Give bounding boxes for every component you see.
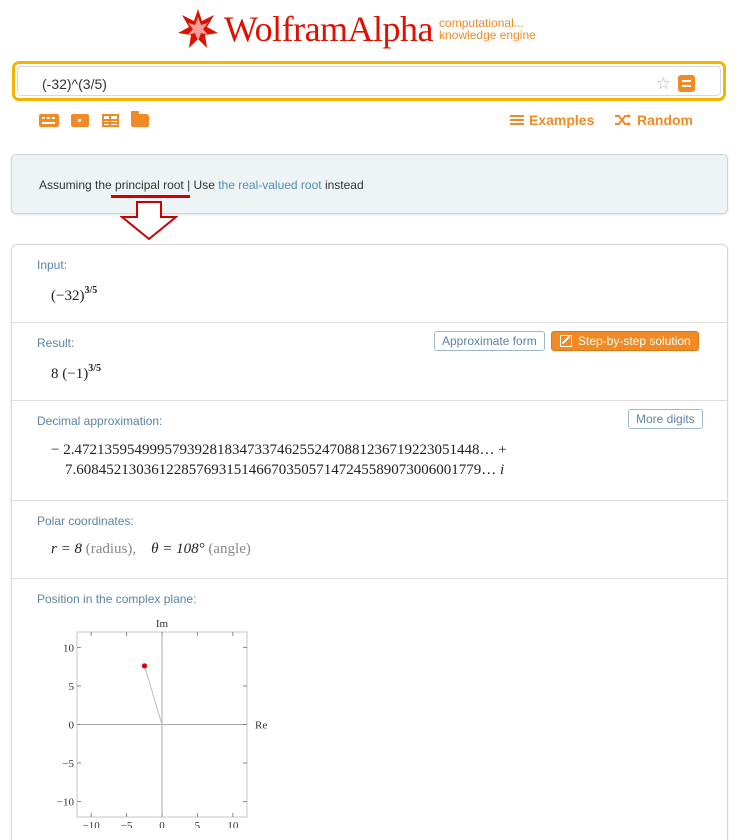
decimal-imag-digits: 7.608452130361228576931514667035057147245589073006001779… [65,462,497,478]
equals-icon[interactable] [678,75,695,92]
pod-title: Decimal approximation: [37,414,163,428]
decimal-line-1: − 2.472135954999579392818347337462552470881236719223051448… + [51,442,507,458]
real-valued-root-link[interactable]: the real-valued root [218,178,322,192]
input-exponent: 3/5 [84,285,98,296]
assumed-interpretation: principal root [115,178,184,192]
y-tick-label: −5 [62,758,74,771]
assumption-text [39,178,364,192]
search-bar[interactable] [12,61,726,101]
examples-label: Examples [529,112,595,128]
radius-expr: r = 8 [51,541,82,557]
result-base: 8 (−1) [51,366,89,382]
x-tick-label: 0 [159,820,165,828]
imaginary-unit: i [500,462,505,478]
pod-title: Polar coordinates: [37,514,134,528]
polar-coordinates-pod [12,501,727,579]
assumption-separator: | Use [183,178,219,192]
angle-note: (angle) [208,541,251,557]
random-link[interactable] [615,112,693,128]
result-exponent: 3/5 [88,363,101,374]
decimal-approximation-pod [12,401,727,501]
radius-note: (radius), [85,541,137,557]
edit-icon [560,335,572,347]
tagline-line-2: knowledge engine [439,28,536,42]
shuffle-icon [615,114,632,126]
assumption-box [11,154,728,214]
result-value [51,363,101,383]
pod-title: Position in the complex plane: [37,592,197,606]
table-icon[interactable] [102,114,119,127]
polar-value [51,541,251,558]
random-label: Random [637,112,693,128]
y-tick-label: 10 [63,642,74,655]
pod-title: Input: [37,258,68,272]
x-axis-label: Re [255,719,268,732]
logo-tagline [439,17,536,41]
star-icon[interactable]: ☆ [655,74,671,93]
camera-icon[interactable] [71,114,89,127]
angle-expr: θ = 108° [151,541,205,557]
annotation-underline [111,195,190,198]
x-tick-label: −5 [120,820,133,828]
step-by-step-label: Step-by-step solution [578,334,691,348]
tagline-line-1: computational... [439,16,524,30]
y-tick-label: −10 [56,796,74,809]
more-digits-button[interactable]: More digits [628,409,703,429]
examples-link[interactable] [510,112,594,128]
annotation-arrow-icon [120,201,178,241]
data-point [142,663,147,668]
logo-wordmark: WolframAlpha [224,9,434,49]
wolframalpha-logo[interactable] [176,6,536,52]
approximate-form-button[interactable]: Approximate form [434,331,545,351]
input-interpretation [51,285,97,305]
y-tick-label: 0 [68,719,74,732]
result-pod [12,323,727,401]
search-input[interactable]: (-32)^(3/5) [42,76,107,92]
spikey-logo-icon [176,7,220,51]
input-base: (−32) [51,288,85,304]
x-tick-label: 10 [227,820,239,828]
pod-title: Result: [37,336,75,350]
assumption-suffix: instead [321,178,364,192]
y-tick-label: 5 [68,680,74,693]
y-axis-label: Im [155,618,169,630]
keyboard-icon[interactable] [39,114,59,127]
input-pod [12,245,727,323]
complex-plane-chart [37,612,277,828]
x-tick-label: −10 [82,820,100,828]
folder-icon[interactable] [131,114,149,127]
step-by-step-button[interactable] [551,331,699,351]
decimal-line-2 [65,462,504,479]
x-tick-label: 5 [194,820,201,828]
menu-icon [510,114,524,126]
point-ray [144,666,162,725]
assumption-prefix: Assuming the [39,178,116,192]
search-input-box[interactable] [17,66,721,96]
